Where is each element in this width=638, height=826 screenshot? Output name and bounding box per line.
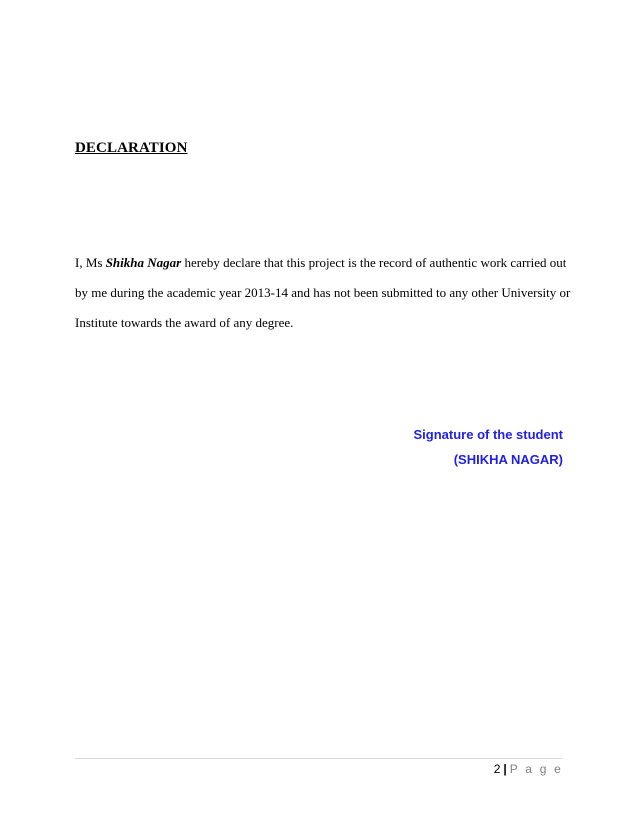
declaration-paragraph <box>75 248 571 338</box>
paragraph-line-1 <box>75 248 567 278</box>
signature-block <box>414 422 564 472</box>
page-word: P a g e <box>509 762 563 776</box>
page-title: DECLARATION <box>75 140 188 156</box>
paragraph-line-2: by me during the academic year 2013-14 and has not been submitted to any other University or <box>75 285 571 300</box>
signature-label: Signature of the student <box>413 427 563 442</box>
page-footer <box>494 762 563 776</box>
paragraph-line-3: Institute towards the award of any degree. <box>75 315 294 330</box>
page-separator: | <box>503 762 507 776</box>
paragraph-lead: I, Ms <box>75 255 106 270</box>
signature-name: (SHIKHA NAGAR) <box>453 452 563 467</box>
paragraph-line-1-rest: hereby declare that this project is the record of authentic work carried out <box>181 255 567 270</box>
page-number: 2 <box>493 762 501 776</box>
student-name: Shikha Nagar <box>105 255 182 270</box>
footer-divider <box>75 758 563 759</box>
